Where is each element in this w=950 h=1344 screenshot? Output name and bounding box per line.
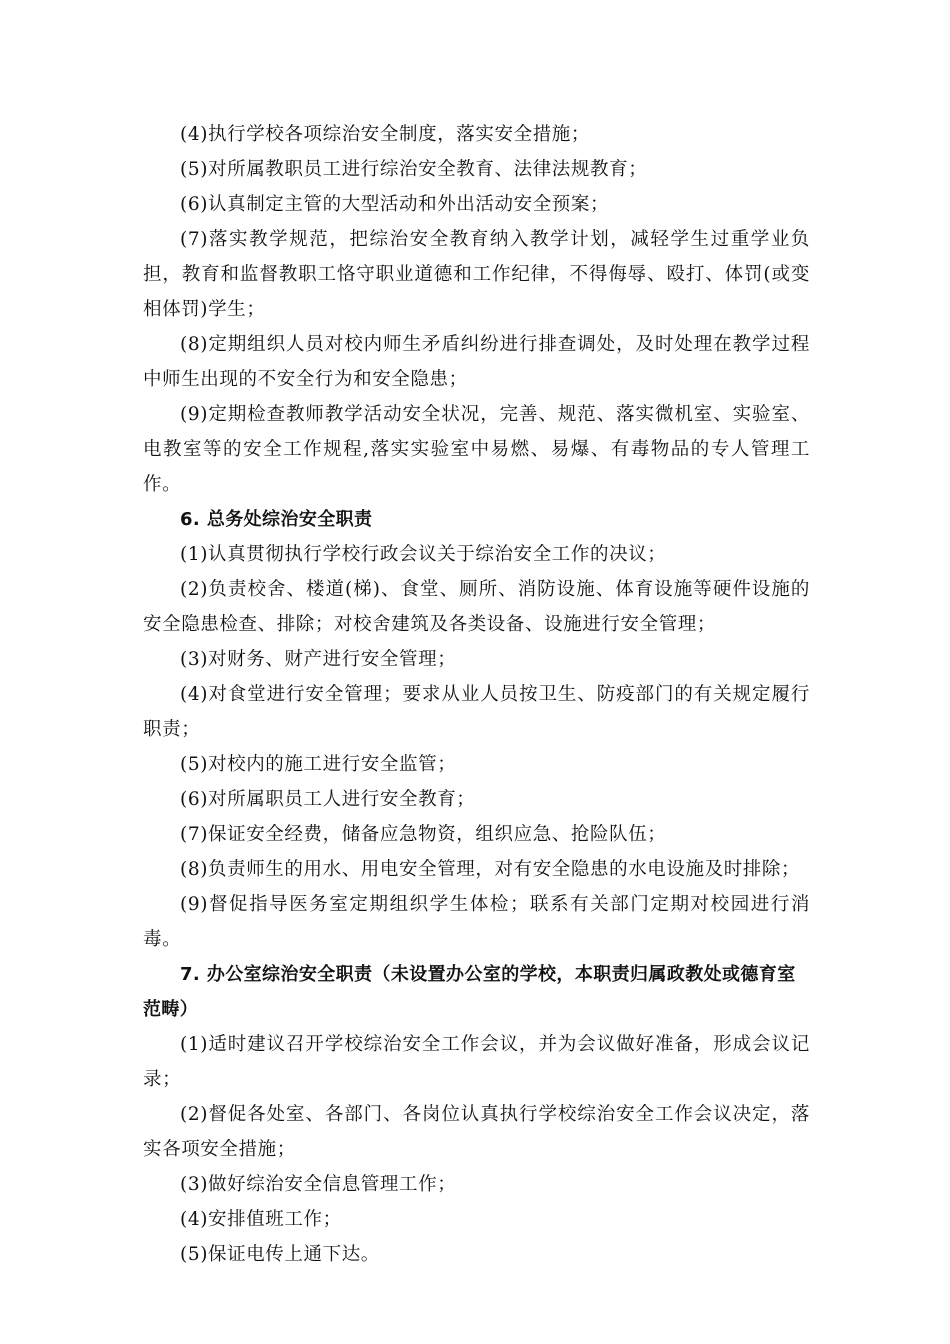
list-item: (7)保证安全经费，储备应急物资，组织应急、抢险队伍； xyxy=(180,824,667,845)
list-item: (3)对财务、财产进行安全管理； xyxy=(180,649,457,670)
list-item: (9)督促指导医务室定期组织学生体检；联系有关部门定期对校园进行消毒。 xyxy=(143,894,810,950)
list-item: (5)对所属教职员工进行综治安全教育、法律法规教育； xyxy=(180,159,648,180)
section-heading: 6. 总务处综治安全职责 xyxy=(180,509,373,530)
list-item: (1)适时建议召开学校综治安全工作会议，并为会议做好准备，形成会议记录； xyxy=(143,1034,810,1090)
list-item: (4)执行学校各项综治安全制度，落实安全措施； xyxy=(180,124,591,145)
list-item: (5)对校内的施工进行安全监管； xyxy=(180,754,457,775)
list-item: (8)负责师生的用水、用电安全管理，对有安全隐患的水电设施及时排除； xyxy=(180,859,801,880)
list-item: (9)定期检查教师教学活动安全状况，完善、规范、落实微机室、实验室、电教室等的安全工作规程,落实实验室中易燃、易爆、有毒物品的专人管理工作。 xyxy=(143,404,810,495)
list-item: (3)做好综治安全信息管理工作； xyxy=(180,1174,457,1195)
list-item: (5)保证电传上通下达。 xyxy=(180,1244,380,1265)
list-item: (6)认真制定主管的大型活动和外出活动安全预案； xyxy=(180,194,610,215)
list-item: (2)督促各处室、各部门、各岗位认真执行学校综治安全工作会议决定，落实各项安全措施； xyxy=(143,1104,810,1160)
list-item: (6)对所属职员工人进行安全教育； xyxy=(180,789,476,810)
document-body xyxy=(143,117,810,1272)
list-item: (2)负责校舍、楼道(梯)、食堂、厕所、消防设施、体育设施等硬件设施的安全隐患检查、排除；对校舍建筑及各类设备、设施进行安全管理； xyxy=(143,579,810,635)
list-item: (7)落实教学规范，把综治安全教育纳入教学计划，减轻学生过重学业负担，教育和监督教职工恪守职业道德和工作纪律，不得侮辱、殴打、体罚(或变相体罚)学生； xyxy=(143,229,810,320)
list-item: (4)对食堂进行安全管理；要求从业人员按卫生、防疫部门的有关规定履行职责； xyxy=(143,684,810,740)
list-item: (8)定期组织人员对校内师生矛盾纠纷进行排查调处，及时处理在教学过程中师生出现的不安全行为和安全隐患； xyxy=(143,334,810,390)
list-item: (4)安排值班工作； xyxy=(180,1209,342,1230)
list-item: (1)认真贯彻执行学校行政会议关于综治安全工作的决议； xyxy=(180,544,667,565)
section-heading: 7. 办公室综治安全职责（未设置办公室的学校，本职责归属政教处或德育室范畴） xyxy=(143,964,796,1020)
